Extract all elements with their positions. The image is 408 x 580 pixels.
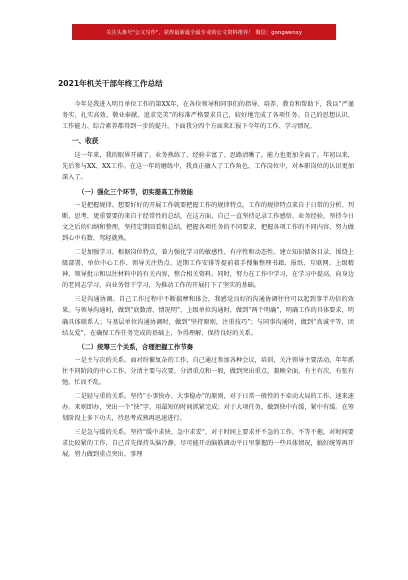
paragraph-light-heavy: 二是轻与重的关系。坚持“小事快办、大事稳办”的原则，对于日常一般性的不牵动大局的工作，速来速办。来则即办，突出一个“快”字，用最短的时间抓紧完成；对于大项任务，做到快中有缓，紧中有缓。在筹划阶段上多下功夫，待思考成熟再迅速进行。 (62, 392, 354, 423)
intro-paragraph: 今年是我进入明月单位工作的第XX年，在各位领导和同事们的指导、培养、教育和帮助下，我以“严谨务实、扎实高效、敬业奉献、追求完美”的标准严格要求自己，较好地完成了各项任务。自己的思想认识、工作能力、综合素养都得到一步的提升。下面我分四个方面来汇报下今年的工作、学习情况。 (62, 101, 354, 131)
paragraph-communication: 三是沟通协调。自己工作过程中不断揣摩和体会，我感觉良好的沟通协调往往可以起到事半功倍的效果。与领导沟通时，做到“底数清、情况明”，上级单位沟通时，做到“两个明确”，明确工作的具体要求，明确具体联系人；与基层单位沟通协调时，做到“坚持原则，注重技巧”；与同事沟通时，做到“真诚平等，团结友爱”，在确保工作任务完成的基础上，争得理解，保持良好的关系。 (62, 296, 354, 337)
subsection-heading-efficiency: （一）强化三个环节，切实提高工作效能 (78, 187, 194, 196)
document-title: 2021年机关干部年终工作总结 (58, 79, 163, 88)
subsection-heading-rhythm: （二）统筹三个关系，合理把握工作节奏 (78, 342, 194, 351)
paragraph-urgent-slow: 三是急与缓的关系。坚持“缓中求快、急中求妥”，对于时间上要求并不急的工作，不等不拖，对时间要求比较紧的工作，自己首先保持头脑冷静，尽可能开动脑筋调动平日里掌握的一些具体情况，搞好统筹再开展。努力做到重点突出、事理 (62, 429, 354, 459)
promo-banner (72, 24, 336, 40)
paragraph-primary-secondary: 一是主与次的关系。面对纷繁复杂的工作，自己通过参加各种会议，培训，关注领导主要活动，年年抓住不同阶段的中心工作，分清主要与次要，分清重点和一般，做到突出重点，兼顾全面，有主有次，有张有弛，忙而不乱。 (62, 356, 354, 386)
section-harvest-paragraph: 这一年来，我的眼界开阔了。业务熟练了、经验丰富了、思路清晰了，能力也更加全面了。年初以来，先后参与XX、XX工作。在这一年的磨练中，我真正融入了工作角色、工作岗位中，对本职岗位的认识更加深入了。 (62, 152, 354, 182)
promo-banner-text: 关注头条号"公文写作"，获得最新最全最专业的公文资料推荐！ 微信：gongwenxy (105, 29, 303, 36)
paragraph-strengthen-learning: 二是加强学习。根据岗位特点，着力强化学习的敏感性、有序性和动态性。建立知识储备目录，围绕上级部署、单位中心工作、领导关注热点、近期工作安排等提前着手搜集整理书籍、报纸、互联网。上级精神、领导批示和以往材料中的有关内容，整合相关资料。同时，努力在工作中学习，在学习中提高，向身边的老同志学习，向业务骨干学习，为推动工作的开展打下了坚实的基础。 (62, 248, 354, 290)
paragraph-grasp-rules: 一是把握规律。想要好好的开展工作就要把握工作的规律特点。工作的规律特点来自于日常的分析、判断、思考，更重要要的来自于经常性的总结，在这方面，自己一直坚持记录工作感悟、业务经验，坚持今日文之后的归纳和整理，坚持定期回看和总结，把握各项任务的不同要求，把握各项工作的不同内容，努力做到心中有数、驾轻就熟。 (62, 201, 354, 242)
document-body (58, 78, 354, 464)
section-heading-harvest: 一、收获 (72, 137, 99, 146)
